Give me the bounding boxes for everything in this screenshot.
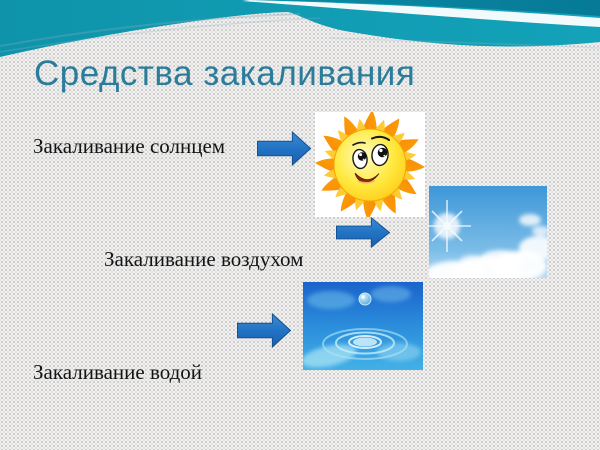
hardening-air-label: Закаливание воздухом (104, 247, 304, 271)
hardening-sun-label: Закаливание солнцем (33, 134, 226, 158)
arrow-right-icon (257, 131, 312, 166)
slide-title: Средства закаливания (34, 54, 416, 93)
sky-clouds-image (429, 186, 547, 278)
hardening-water-label: Закаливание водой (33, 360, 203, 384)
arrow-right-icon (237, 313, 292, 348)
arrow-right-icon (336, 217, 391, 248)
sun-cartoon-image (315, 112, 425, 217)
water-drop-image (303, 282, 423, 370)
